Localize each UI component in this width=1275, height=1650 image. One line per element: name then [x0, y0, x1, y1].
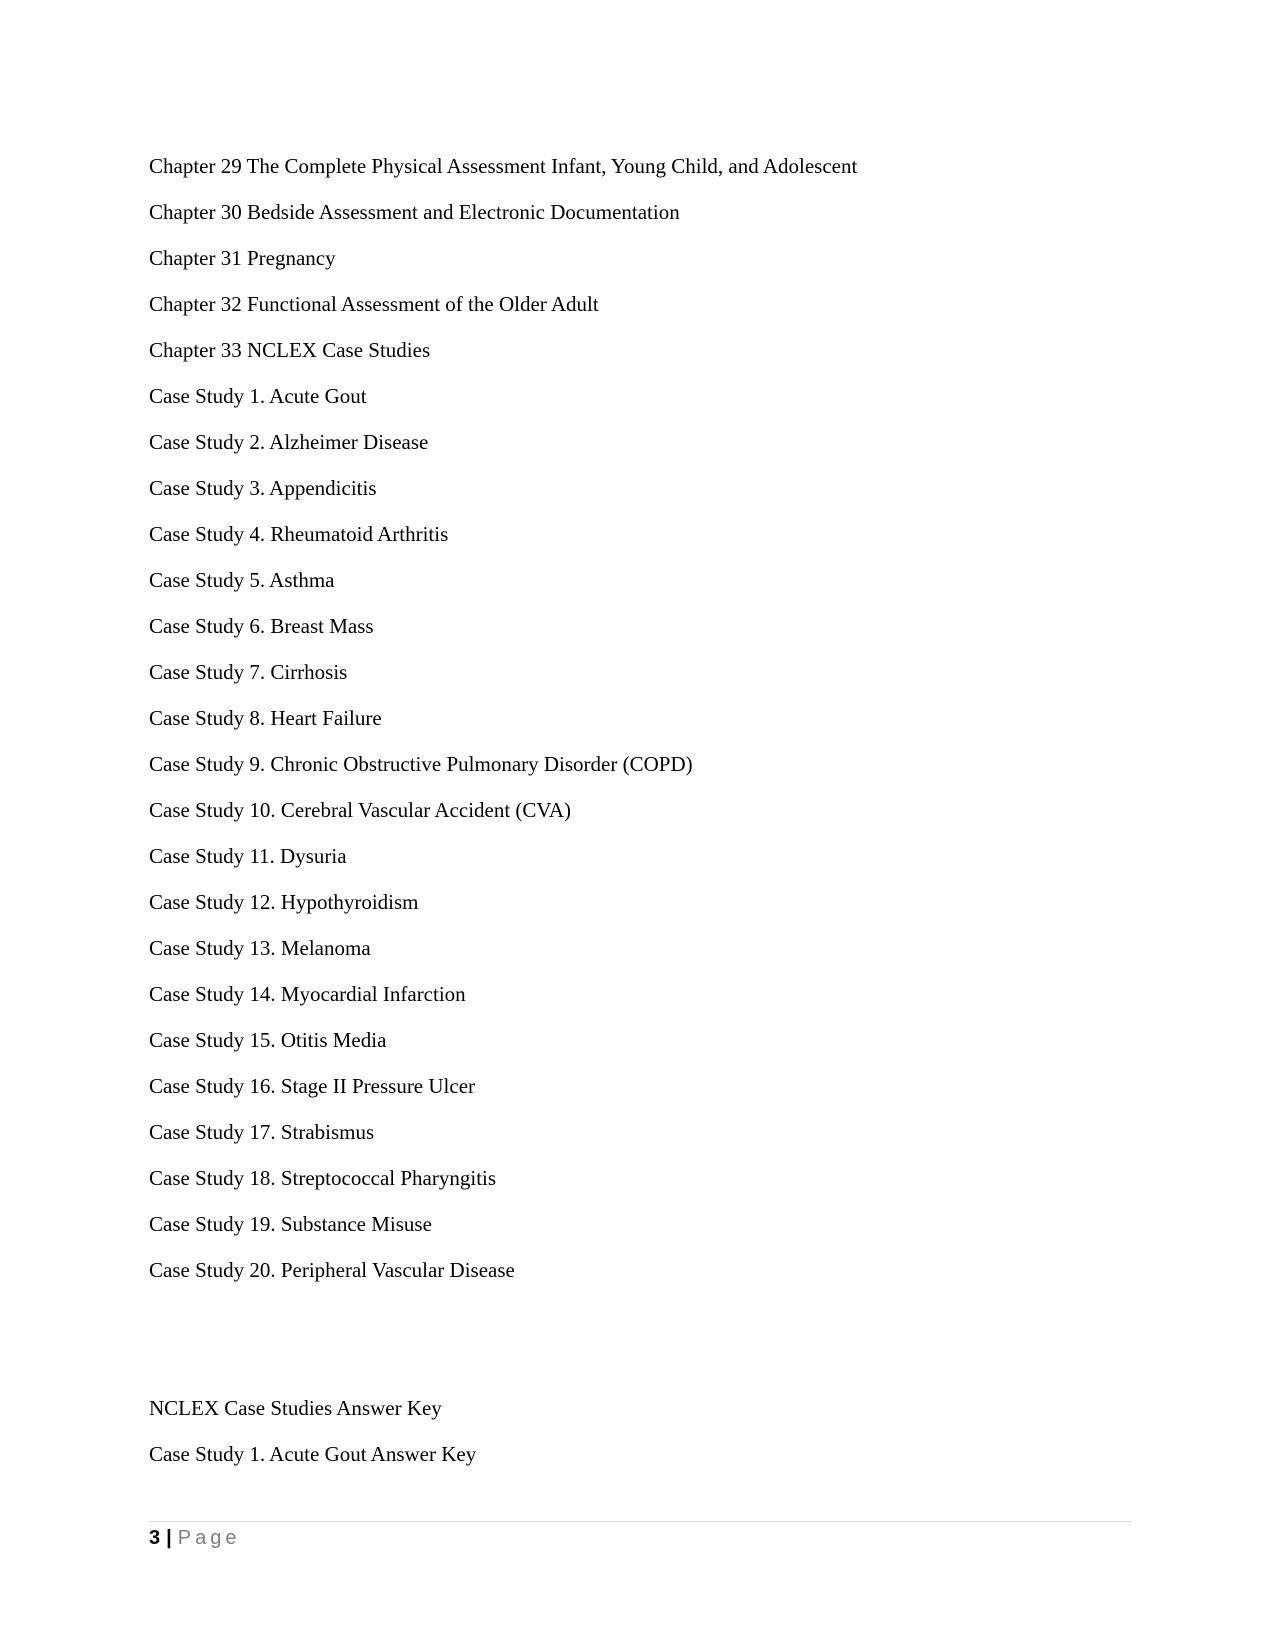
answer-key-heading: NCLEX Case Studies Answer Key: [149, 1396, 442, 1420]
toc-entry: Case Study 4. Rheumatoid Arthritis: [149, 522, 449, 546]
toc-entry: Case Study 12. Hypothyroidism: [149, 890, 419, 914]
toc-entry: Chapter 30 Bedside Assessment and Electronic Documentation: [149, 200, 680, 224]
page-footer: [149, 1524, 240, 1552]
toc-entry: Case Study 2. Alzheimer Disease: [149, 430, 429, 454]
toc-entry: Chapter 32 Functional Assessment of the Older Adult: [149, 292, 599, 316]
toc-entry: Case Study 18. Streptococcal Pharyngitis: [149, 1166, 497, 1190]
toc-entry: Case Study 14. Myocardial Infarction: [149, 982, 466, 1006]
table-of-contents: [149, 143, 1149, 1477]
toc-entry: Case Study 3. Appendicitis: [149, 476, 377, 500]
toc-entry: Case Study 16. Stage II Pressure Ulcer: [149, 1074, 476, 1098]
toc-entry: Case Study 6. Breast Mass: [149, 614, 374, 638]
page-label: Page: [177, 1527, 241, 1549]
answer-key-entry: Case Study 1. Acute Gout Answer Key: [149, 1442, 477, 1466]
section-spacer: [149, 1293, 1149, 1385]
toc-entry: Chapter 33 NCLEX Case Studies: [149, 338, 431, 362]
toc-entry: Chapter 29 The Complete Physical Assessment Infant, Young Child, and Adolescent: [149, 154, 858, 178]
toc-entry: Case Study 8. Heart Failure: [149, 706, 382, 730]
toc-entry: Case Study 10. Cerebral Vascular Accident (CVA): [149, 798, 572, 822]
footer-divider: [149, 1521, 1132, 1522]
footer-separator: |: [166, 1527, 172, 1549]
page-number: 3: [149, 1527, 161, 1549]
toc-entry: Chapter 31 Pregnancy: [149, 246, 336, 270]
toc-entry: Case Study 19. Substance Misuse: [149, 1212, 432, 1236]
toc-entry: Case Study 11. Dysuria: [149, 844, 347, 868]
toc-entry: Case Study 5. Asthma: [149, 568, 335, 592]
toc-entry: Case Study 9. Chronic Obstructive Pulmonary Disorder (COPD): [149, 752, 693, 776]
toc-entry: Case Study 17. Strabismus: [149, 1120, 375, 1144]
toc-entry: Case Study 13. Melanoma: [149, 936, 371, 960]
toc-entry: Case Study 20. Peripheral Vascular Disease: [149, 1258, 515, 1282]
toc-entry: Case Study 7. Cirrhosis: [149, 660, 348, 684]
toc-entry: Case Study 15. Otitis Media: [149, 1028, 387, 1052]
toc-entry: Case Study 1. Acute Gout: [149, 384, 367, 408]
